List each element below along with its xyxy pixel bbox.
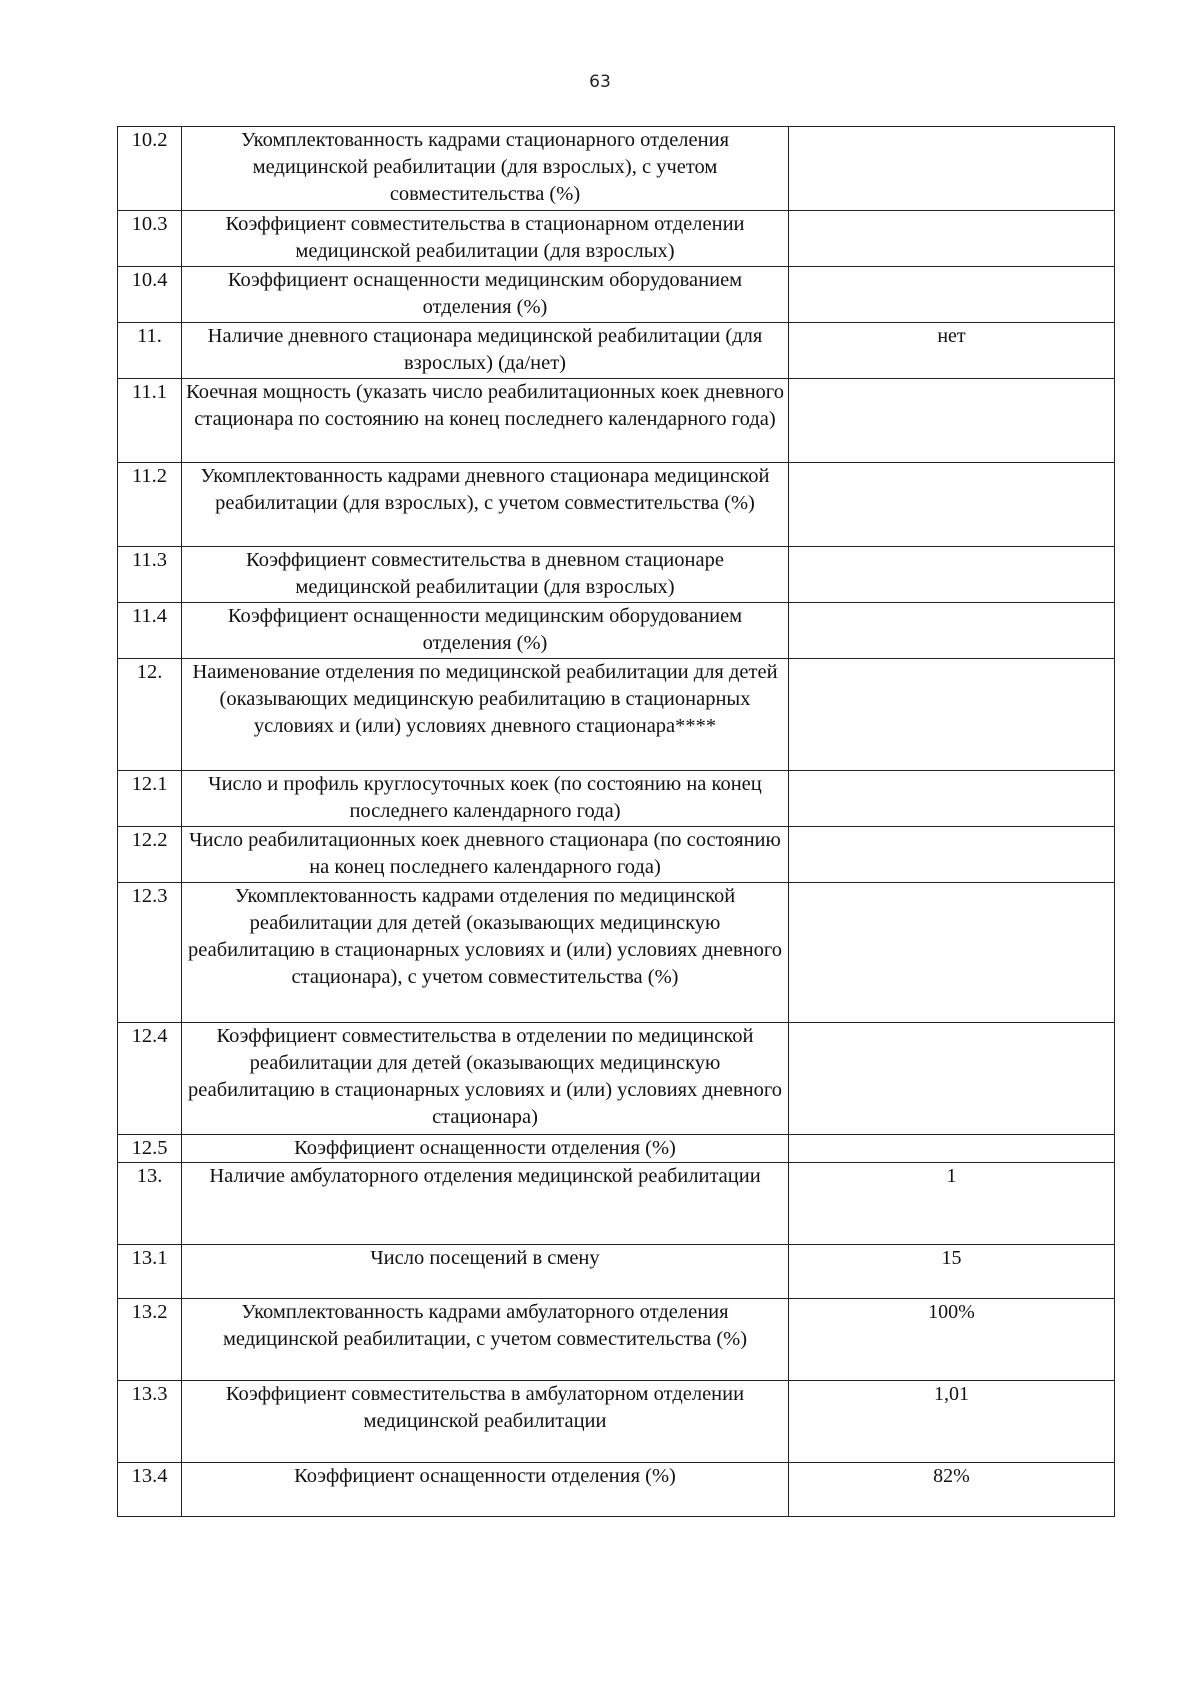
row-description-cell: Укомплектованность кадрами амбулаторного отделения медицинской реабилитации, с учетом совместительства (%) — [182, 1299, 789, 1381]
row-description-cell: Коэффициент совместительства в дневном стационаре медицинской реабилитации (для взрослых) — [182, 547, 789, 603]
table-row — [118, 1299, 1115, 1381]
row-description-cell: Наименование отделения по медицинской реабилитации для детей (оказывающих медицинскую реабилитацию в стационарных условиях и (или) условиях дневного стационара**** — [182, 659, 789, 771]
row-value-cell — [789, 211, 1115, 267]
table-row — [118, 1163, 1115, 1245]
table-row — [118, 1245, 1115, 1299]
table-row — [118, 323, 1115, 379]
row-description-cell: Коэффициент совместительства в стационарном отделении медицинской реабилитации (для взрослых) — [182, 211, 789, 267]
row-value-cell: 100% — [789, 1299, 1115, 1381]
row-value-cell: 15 — [789, 1245, 1115, 1299]
row-number-cell: 12.4 — [118, 1023, 182, 1135]
row-description-cell: Коэффициент оснащенности медицинским оборудованием отделения (%) — [182, 603, 789, 659]
row-value-cell — [789, 1135, 1115, 1163]
row-description-cell: Наличие амбулаторного отделения медицинской реабилитации — [182, 1163, 789, 1245]
row-value-cell — [789, 603, 1115, 659]
row-value-cell — [789, 883, 1115, 1023]
row-number-cell: 12.3 — [118, 883, 182, 1023]
row-value-cell — [789, 547, 1115, 603]
row-number-cell: 12.5 — [118, 1135, 182, 1163]
table-row — [118, 463, 1115, 547]
row-number-cell: 11.2 — [118, 463, 182, 547]
table-row — [118, 827, 1115, 883]
row-description-cell: Коэффициент оснащенности отделения (%) — [182, 1135, 789, 1163]
row-value-cell — [789, 127, 1115, 211]
table-row — [118, 379, 1115, 463]
row-description-cell: Коечная мощность (указать число реабилитационных коек дневного стационара по состоянию на конец последнего календарного года) — [182, 379, 789, 463]
row-value-cell: 82% — [789, 1463, 1115, 1517]
table-row — [118, 883, 1115, 1023]
table-row — [118, 1381, 1115, 1463]
table-row — [118, 1463, 1115, 1517]
row-value-cell: 1 — [789, 1163, 1115, 1245]
row-number-cell: 13.1 — [118, 1245, 182, 1299]
table-row — [118, 1135, 1115, 1163]
table-row — [118, 771, 1115, 827]
row-value-cell — [789, 659, 1115, 771]
row-value-cell — [789, 1023, 1115, 1135]
table-row — [118, 211, 1115, 267]
row-description-cell: Укомплектованность кадрами отделения по медицинской реабилитации для детей (оказывающих медицинскую реабилитацию в стационарных условиях и (или) условиях дневного стационара), с учетом совместительства (%) — [182, 883, 789, 1023]
row-value-cell: 1,01 — [789, 1381, 1115, 1463]
row-number-cell: 11.4 — [118, 603, 182, 659]
table-row — [118, 603, 1115, 659]
page-number: 63 — [589, 72, 611, 92]
row-number-cell: 13. — [118, 1163, 182, 1245]
row-description-cell: Укомплектованность кадрами дневного стационара медицинской реабилитации (для взрослых), с учетом совместительства (%) — [182, 463, 789, 547]
row-number-cell: 10.3 — [118, 211, 182, 267]
row-number-cell: 12.2 — [118, 827, 182, 883]
table-row — [118, 1023, 1115, 1135]
row-number-cell: 11.3 — [118, 547, 182, 603]
row-description-cell: Укомплектованность кадрами стационарного отделения медицинской реабилитации (для взрослых), с учетом совместительства (%) — [182, 127, 789, 211]
row-number-cell: 12. — [118, 659, 182, 771]
row-value-cell — [789, 463, 1115, 547]
table-row — [118, 267, 1115, 323]
table-row — [118, 127, 1115, 211]
row-description-cell: Коэффициент оснащенности медицинским оборудованием отделения (%) — [182, 267, 789, 323]
row-value-cell: нет — [789, 323, 1115, 379]
row-number-cell: 11.1 — [118, 379, 182, 463]
row-number-cell: 12.1 — [118, 771, 182, 827]
row-description-cell: Коэффициент оснащенности отделения (%) — [182, 1463, 789, 1517]
row-number-cell: 13.2 — [118, 1299, 182, 1381]
row-number-cell: 10.4 — [118, 267, 182, 323]
row-value-cell — [789, 379, 1115, 463]
row-number-cell: 11. — [118, 323, 182, 379]
table-row — [118, 659, 1115, 771]
row-description-cell: Число и профиль круглосуточных коек (по состоянию на конец последнего календарного года) — [182, 771, 789, 827]
table-row — [118, 547, 1115, 603]
row-description-cell: Число реабилитационных коек дневного стационара (по состоянию на конец последнего календарного года) — [182, 827, 789, 883]
row-description-cell: Число посещений в смену — [182, 1245, 789, 1299]
row-description-cell: Наличие дневного стационара медицинской реабилитации (для взрослых) (да/нет) — [182, 323, 789, 379]
row-description-cell: Коэффициент совместительства в амбулаторном отделении медицинской реабилитации — [182, 1381, 789, 1463]
row-description-cell: Коэффициент совместительства в отделении по медицинской реабилитации для детей (оказывающих медицинскую реабилитацию в стационарных условиях и (или) условиях дневного стационара) — [182, 1023, 789, 1135]
row-value-cell — [789, 771, 1115, 827]
row-value-cell — [789, 267, 1115, 323]
indicators-table — [117, 126, 1115, 1517]
row-number-cell: 10.2 — [118, 127, 182, 211]
row-number-cell: 13.4 — [118, 1463, 182, 1517]
row-number-cell: 13.3 — [118, 1381, 182, 1463]
row-value-cell — [789, 827, 1115, 883]
